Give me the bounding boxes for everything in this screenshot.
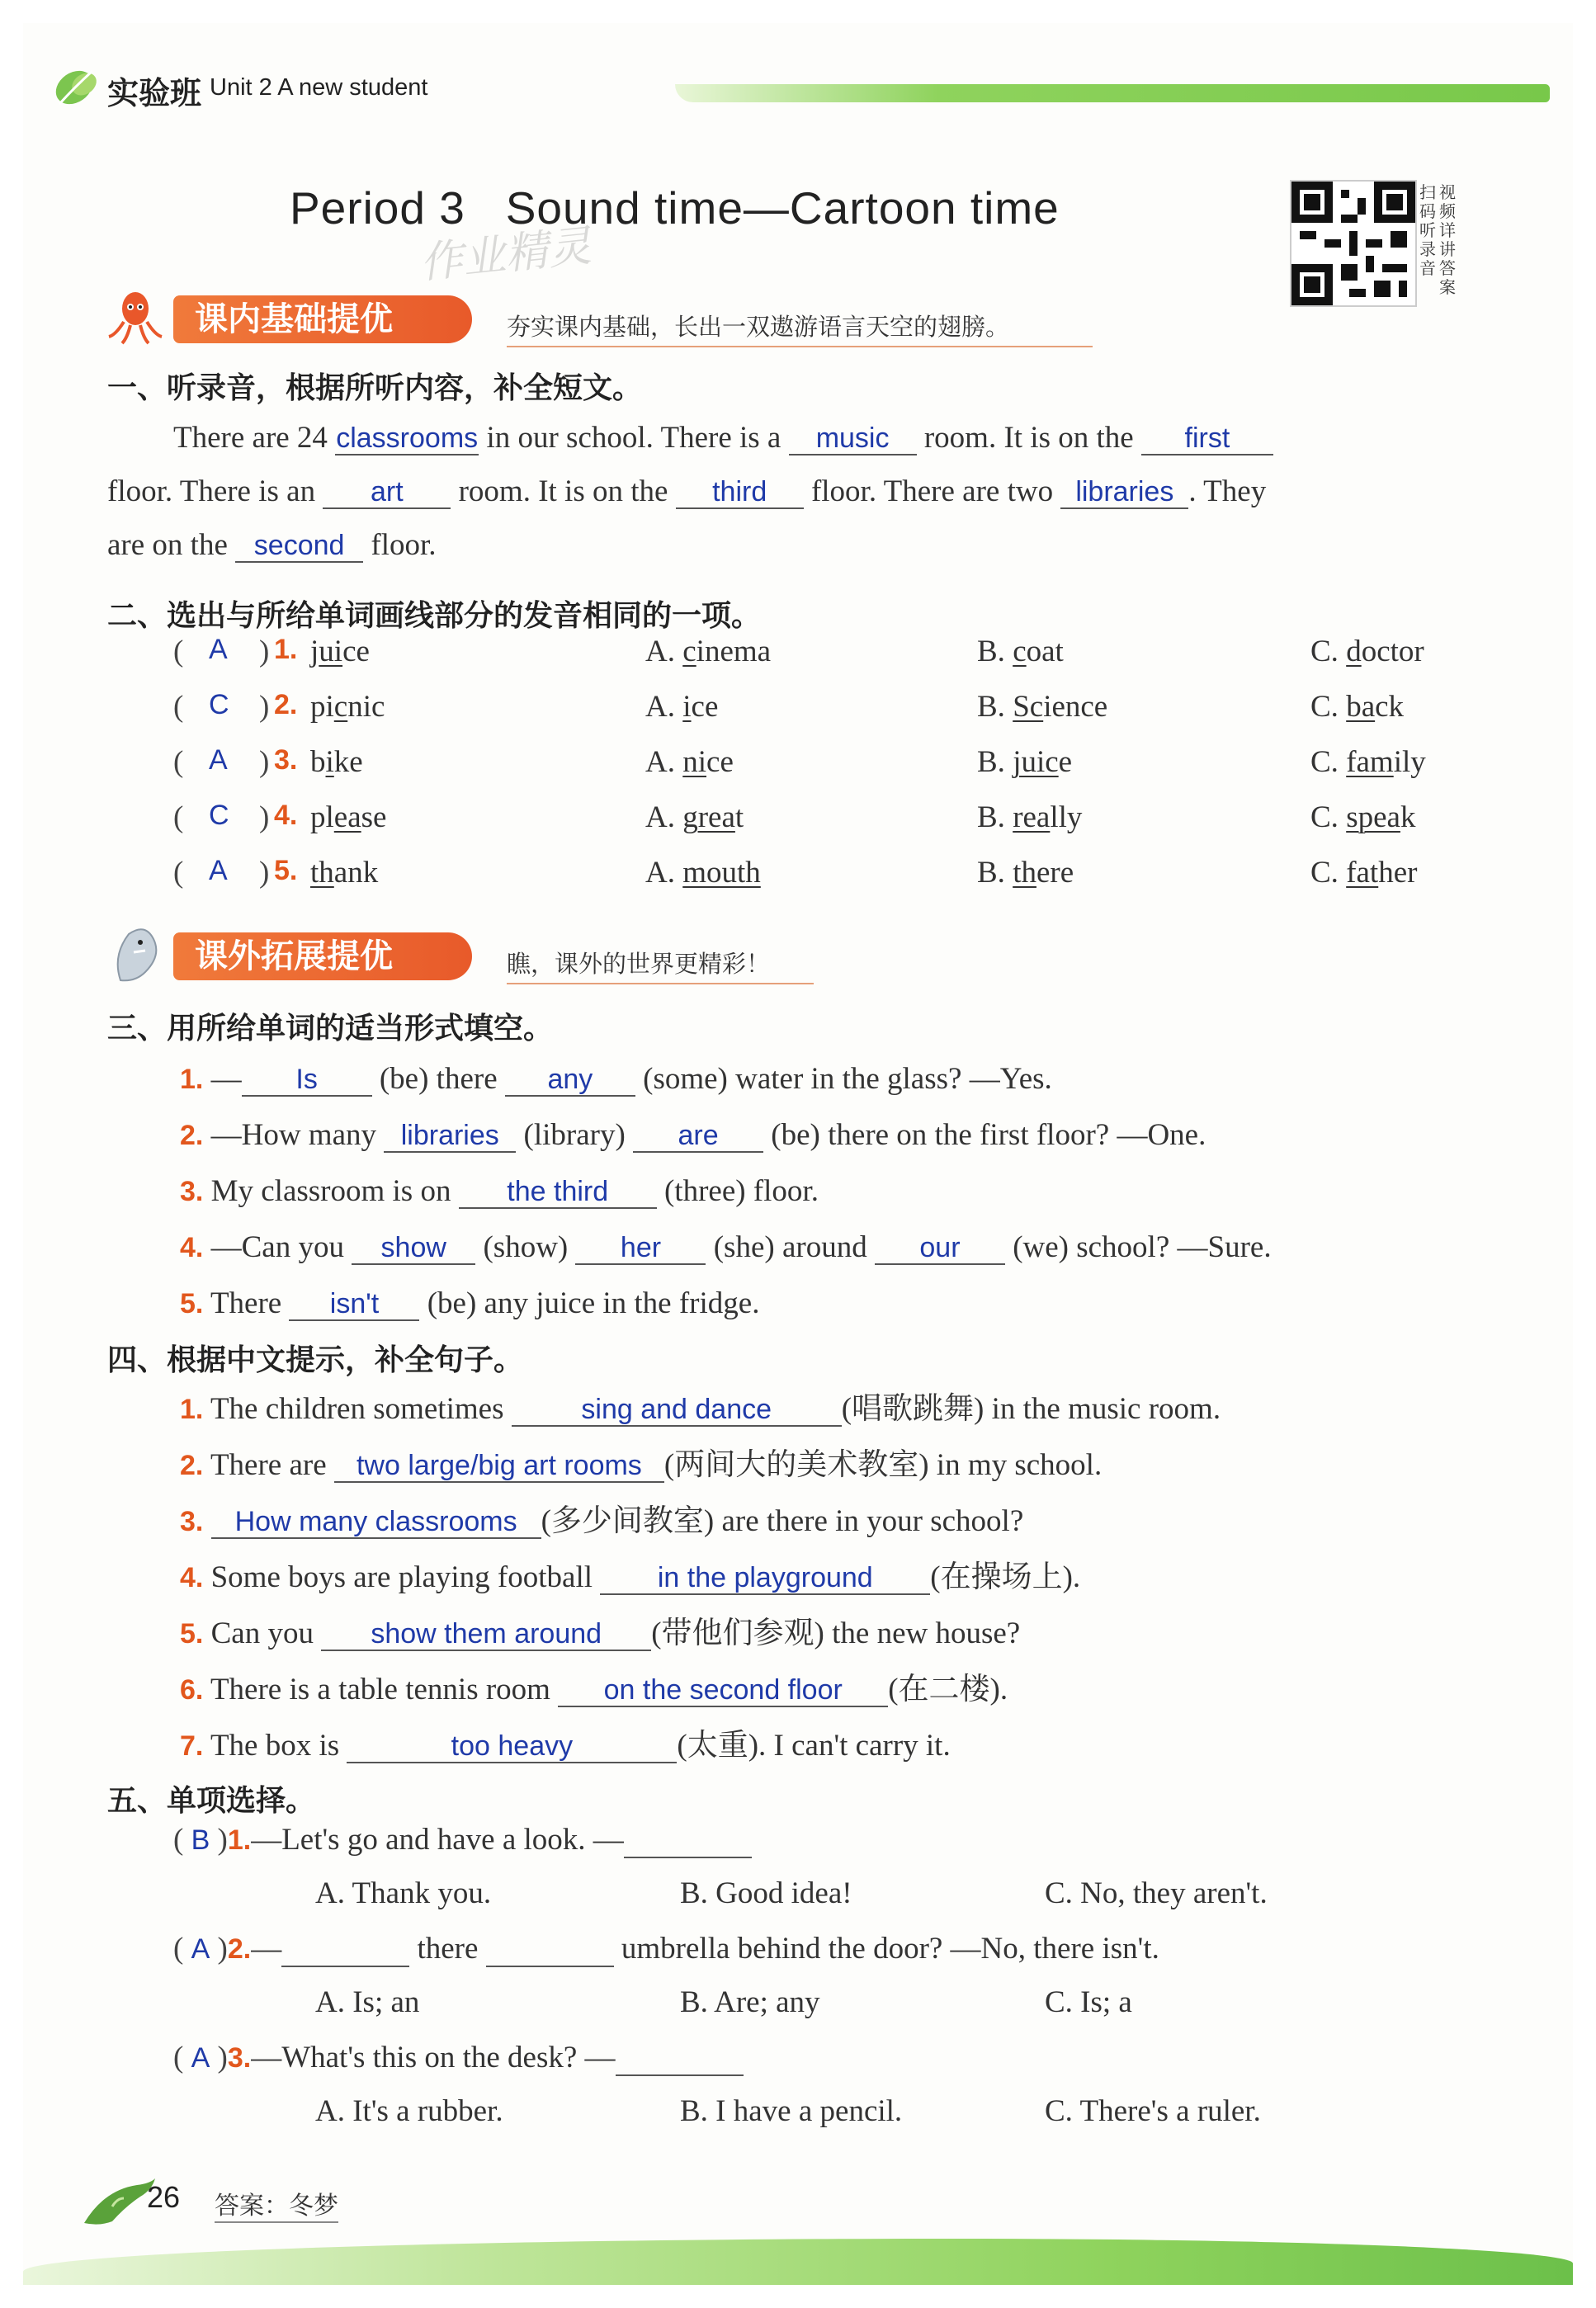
q2-option-c[interactable]: C. family — [1310, 745, 1426, 779]
q5-question: ( A )3.—What's this on the desk? — — [173, 2040, 744, 2076]
qr-code[interactable] — [1290, 180, 1417, 307]
q2-num: 3. — [274, 744, 298, 776]
q4-blank[interactable]: How many classrooms — [211, 1508, 541, 1539]
q4-heading: 四、根据中文提示，补全句子。 — [107, 1343, 524, 1377]
q1-blank-5[interactable]: third — [676, 478, 804, 509]
q1-text-7: . They — [1188, 474, 1267, 508]
q1-text-9: floor. — [363, 528, 437, 562]
q5-option-b[interactable]: B. I have a pencil. — [680, 2094, 903, 2128]
q3-blank[interactable]: her — [575, 1234, 706, 1265]
q2-option-a[interactable]: A. great — [645, 800, 744, 834]
q5-blank[interactable] — [624, 1824, 752, 1858]
q4-item: 4. Some boys are playing football in the playground (在操场上). — [180, 1560, 1081, 1594]
q5-question: ( B )1.—Let's go and have a look. — — [173, 1822, 752, 1858]
q2-option-b[interactable]: B. Science — [977, 690, 1108, 724]
q1-heading: 一、听录音，根据所听内容，补全短文。 — [107, 371, 643, 405]
q2-word: bike — [310, 745, 363, 779]
q2-option-b[interactable]: B. really — [977, 800, 1083, 834]
q2-word: juice — [310, 635, 370, 668]
q5-question: ( A )2.— there umbrella behind the door? —No, there isn't. — [173, 1932, 1159, 1966]
q4-blank[interactable]: in the playground — [600, 1564, 930, 1595]
q2-option-c[interactable]: C. doctor — [1310, 635, 1424, 668]
q3-item: 4. —Can you show (show) her (she) around our (we) school? —Sure. — [180, 1230, 1272, 1264]
q5-heading: 五、单项选择。 — [107, 1784, 316, 1818]
q2-option-a[interactable]: A. mouth — [645, 856, 761, 890]
q3-blank[interactable]: show — [352, 1234, 475, 1265]
q5-option-b[interactable]: B. Good idea! — [680, 1876, 852, 1910]
q5-option-c[interactable]: C. Is; a — [1045, 1985, 1132, 2019]
q4-item: 3. How many classrooms (多少间教室) are there in your school? — [180, 1504, 1024, 1538]
q2-row: ( C ) 2. picnic A. ice B. Science C. back — [173, 689, 1405, 724]
q1-text-6: floor. There are two — [803, 474, 1061, 508]
q2-num: 4. — [274, 800, 298, 831]
q3-item: 2. —How many libraries (library) are (be) there on the first floor? —One. — [180, 1118, 1206, 1152]
qr-caption-1: 扫码听录音 — [1419, 182, 1436, 278]
q2-option-b[interactable]: B. juice — [977, 745, 1073, 779]
q4-item: 6. There is a table tennis room on the second floor (在二楼). — [180, 1673, 1008, 1706]
q3-items — [180, 1051, 1517, 1332]
q2-num: 1. — [274, 634, 298, 665]
q3-blank[interactable]: libraries — [384, 1121, 516, 1153]
q3-item: 3. My classroom is on the third (three) floor. — [180, 1174, 819, 1208]
q5-blank[interactable] — [616, 2042, 744, 2076]
q1-passage — [107, 411, 1502, 572]
q2-row: ( A ) 5. thank A. mouth B. there C. father — [173, 855, 1418, 890]
q2-rows — [23, 634, 1573, 914]
q2-num: 5. — [274, 855, 298, 886]
q2-option-a[interactable]: A. nice — [645, 745, 734, 779]
page-number: 26 — [147, 2180, 181, 2214]
q4-blank[interactable]: too heavy — [347, 1732, 677, 1763]
q5-answer[interactable]: B — [191, 1824, 210, 1856]
q3-blank[interactable]: are — [633, 1121, 763, 1153]
section-ribbon-basic: 课内基础提优 — [173, 295, 472, 343]
q1-blank-6[interactable]: libraries — [1060, 478, 1188, 509]
q1-text-4: floor. There is an — [107, 474, 323, 508]
shark-mascot-icon — [104, 923, 170, 989]
q1-blank-7[interactable]: second — [235, 531, 363, 563]
q2-option-b[interactable]: B. there — [977, 856, 1074, 890]
q2-answer[interactable]: C — [209, 689, 229, 720]
q1-text-2: in our school. There is a — [479, 421, 789, 455]
q2-option-c[interactable]: C. back — [1310, 690, 1405, 724]
header-bar — [48, 63, 1550, 112]
q2-num: 2. — [274, 689, 298, 720]
q1-text-3: room. It is on the — [916, 421, 1141, 455]
q4-items — [180, 1381, 1517, 1774]
q3-blank[interactable]: isn't — [289, 1290, 419, 1321]
q3-blank[interactable]: our — [875, 1234, 1005, 1265]
q5-option-a[interactable]: A. It's a rubber. — [315, 2094, 503, 2128]
q4-blank[interactable]: on the second floor — [558, 1676, 888, 1707]
q2-option-c[interactable]: C. speak — [1310, 800, 1416, 834]
q2-option-c[interactable]: C. father — [1310, 856, 1418, 890]
qr-caption-2: 视频详讲答案 — [1439, 182, 1456, 297]
q1-blank-2[interactable]: music — [789, 424, 917, 455]
q1-blank-3[interactable]: first — [1141, 424, 1273, 455]
q1-text-1: There are 24 — [173, 421, 336, 455]
q4-blank[interactable]: show them around — [321, 1620, 651, 1651]
q2-row: ( C ) 4. please A. great B. really C. speak — [173, 800, 1416, 834]
q1-text-8: are on the — [107, 528, 236, 562]
q1-blank-4[interactable]: art — [323, 478, 451, 509]
q3-blank[interactable]: Is — [242, 1065, 372, 1097]
q2-row: ( A ) 1. juice A. cinema B. coat C. doctor — [173, 634, 1424, 668]
footer-green-wave — [23, 2239, 1573, 2285]
q3-blank[interactable]: the third — [459, 1178, 657, 1209]
q1-blank-1[interactable]: classrooms — [336, 422, 479, 454]
q5-option-b[interactable]: B. Are; any — [680, 1985, 820, 2019]
q2-answer[interactable]: A — [209, 744, 228, 776]
section-ribbon-extended: 课外拓展提优 — [173, 932, 472, 980]
q2-heading: 二、选出与所给单词画线部分的发音相同的一项。 — [107, 599, 762, 633]
header-green-stripe — [675, 84, 1550, 102]
q5-option-a[interactable]: A. Thank you. — [315, 1876, 492, 1910]
q5-option-c[interactable]: C. There's a ruler. — [1045, 2094, 1261, 2128]
q2-answer[interactable]: A — [209, 855, 228, 886]
q2-option-a[interactable]: A. cinema — [645, 635, 772, 668]
q4-item: 2. There are two large/big art rooms (两间大的美术教室) in my school. — [180, 1448, 1103, 1482]
squid-mascot-icon — [104, 289, 167, 347]
qr-code-icon — [1291, 182, 1415, 305]
section-slogan-extended: 瞧，课外的世界更精彩！ — [507, 946, 814, 984]
q3-item: 5. There isn't (be) any juice in the fridge. — [180, 1286, 760, 1320]
answer-note: 答案：冬梦 — [215, 2185, 338, 2223]
q2-word: picnic — [310, 690, 385, 724]
q5-option-a[interactable]: A. Is; an — [315, 1985, 420, 2019]
q4-item: 1. The children sometimes sing and dance (唱歌跳舞) in the music room. — [180, 1392, 1221, 1426]
q4-item: 7. The box is too heavy (太重). I can't carry it. — [180, 1729, 951, 1763]
q1-text-5: room. It is on the — [451, 474, 676, 508]
q2-answer[interactable]: C — [209, 800, 229, 831]
unit-label: Unit 2 A new student — [210, 74, 428, 101]
section-slogan-basic: 夯实课内基础，长出一双遨游语言天空的翅膀。 — [507, 309, 1093, 347]
q2-option-b[interactable]: B. coat — [977, 635, 1064, 668]
q3-heading: 三、用所给单词的适当形式填空。 — [107, 1012, 554, 1045]
worksheet-page — [23, 23, 1573, 2285]
q5-answer[interactable]: A — [191, 1933, 210, 1965]
q3-item: 1. — Is (be) there any (some) water in the glass? —Yes. — [180, 1062, 1052, 1096]
q5-option-c[interactable]: C. No, they aren't. — [1045, 1876, 1268, 1910]
q5-answer[interactable]: A — [191, 2042, 210, 2074]
q2-word: thank — [310, 856, 379, 890]
q5-blank[interactable] — [486, 1933, 614, 1967]
q2-option-a[interactable]: A. ice — [645, 690, 719, 724]
page-title: Period 3 Sound time—Cartoon time — [290, 182, 1060, 234]
leaf-logo-icon — [51, 63, 102, 111]
q5-blank[interactable] — [281, 1933, 409, 1967]
q4-blank[interactable]: sing and dance — [512, 1395, 842, 1427]
q4-item: 5. Can you show them around (带他们参观) the new house? — [180, 1617, 1021, 1650]
q2-answer[interactable]: A — [209, 634, 228, 665]
q5-items — [23, 1822, 1573, 2185]
q3-blank[interactable]: any — [505, 1065, 635, 1097]
watermark: 作业精灵 — [418, 221, 594, 289]
brand-name: 实验班 — [107, 77, 202, 111]
q2-word: please — [310, 800, 387, 834]
q4-blank[interactable]: two large/big art rooms — [334, 1451, 664, 1483]
q2-row: ( A ) 3. bike A. nice B. juice C. family — [173, 744, 1426, 779]
